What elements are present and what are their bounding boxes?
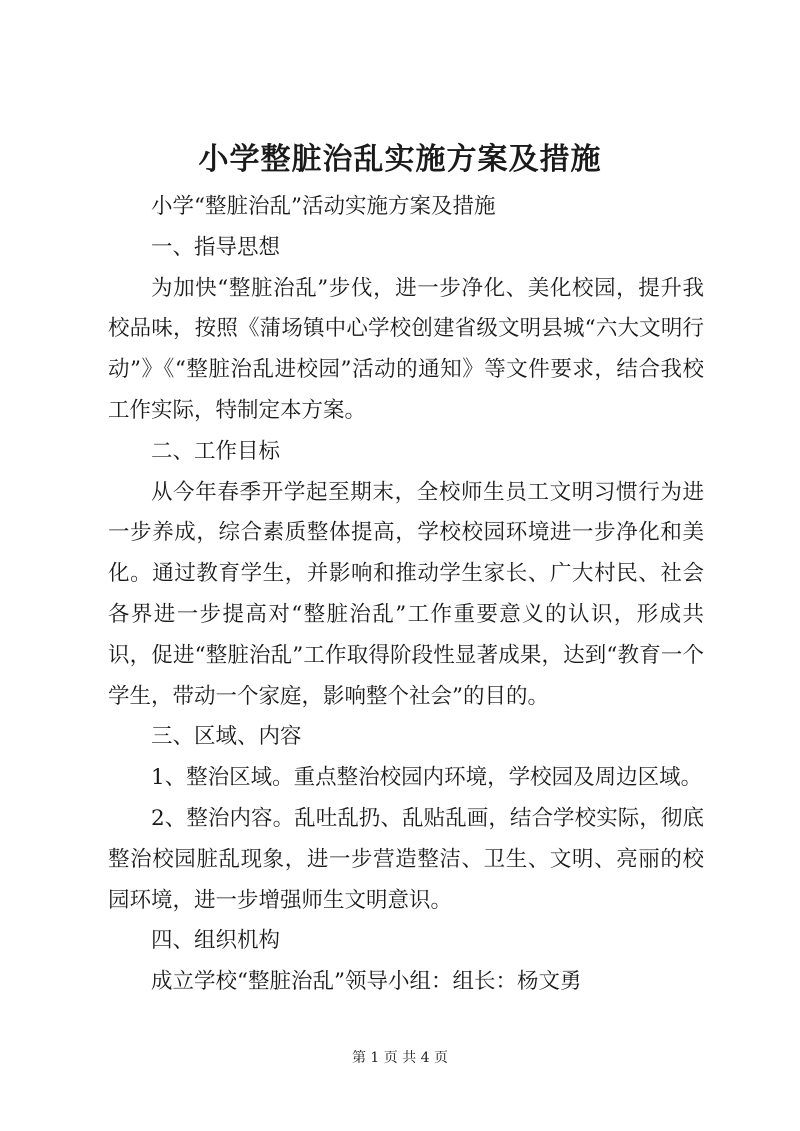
heading-guiding-ideology: 一、指导思想 [151, 234, 281, 260]
document-body [108, 187, 704, 1003]
paragraph-organization: 成立学校“整脏治乱”领导小组：组长：杨文勇 [151, 969, 582, 995]
page-footer: 第 1 页 共 4 页 [351, 1050, 449, 1066]
paragraph-guiding-ideology: 为加快“整脏治乱”步伐，进一步净化、美化校园，提升我校品味，按照《蒲场镇中心学校创建省级文明县城“六大文明行动”》《“整脏治乱进校园”活动的通知》等文件要求，结合我校工作实际，特制定本方案。 [108, 275, 704, 423]
paragraph-work-goals: 从今年春季开学起至期末，全校师生员工文明习惯行为进一步养成，综合素质整体提高，学校校园环境进一步净化和美化。通过教育学生，并影响和推动学生家长、广大村民、社会各界进一步提高对“整脏治乱”工作重要意义的认识，形成共识，促进“整脏治乱”工作取得阶段性显著成果，达到“教育一个学生，带动一个家庭，影响整个社会”的目的。 [108, 479, 704, 709]
heading-area-content: 三、区域、内容 [151, 724, 302, 750]
heading-organization: 四、组织机构 [151, 928, 281, 954]
paragraph-area: 1、整治区域。重点整治校园内环境，学校园及周边区域。 [151, 765, 703, 791]
paragraph-content: 2、整治内容。乱吐乱扔、乱贴乱画，结合学校实际，彻底整治校园脏乱现象，进一步营造整洁、卫生、文明、亮丽的校园环境，进一步增强师生文明意识。 [108, 805, 704, 913]
heading-work-goals: 二、工作目标 [151, 438, 281, 464]
document-title: 小学整脏治乱实施方案及措施 [198, 142, 602, 177]
paragraph-subtitle: 小学“整脏治乱”活动实施方案及措施 [151, 194, 496, 219]
